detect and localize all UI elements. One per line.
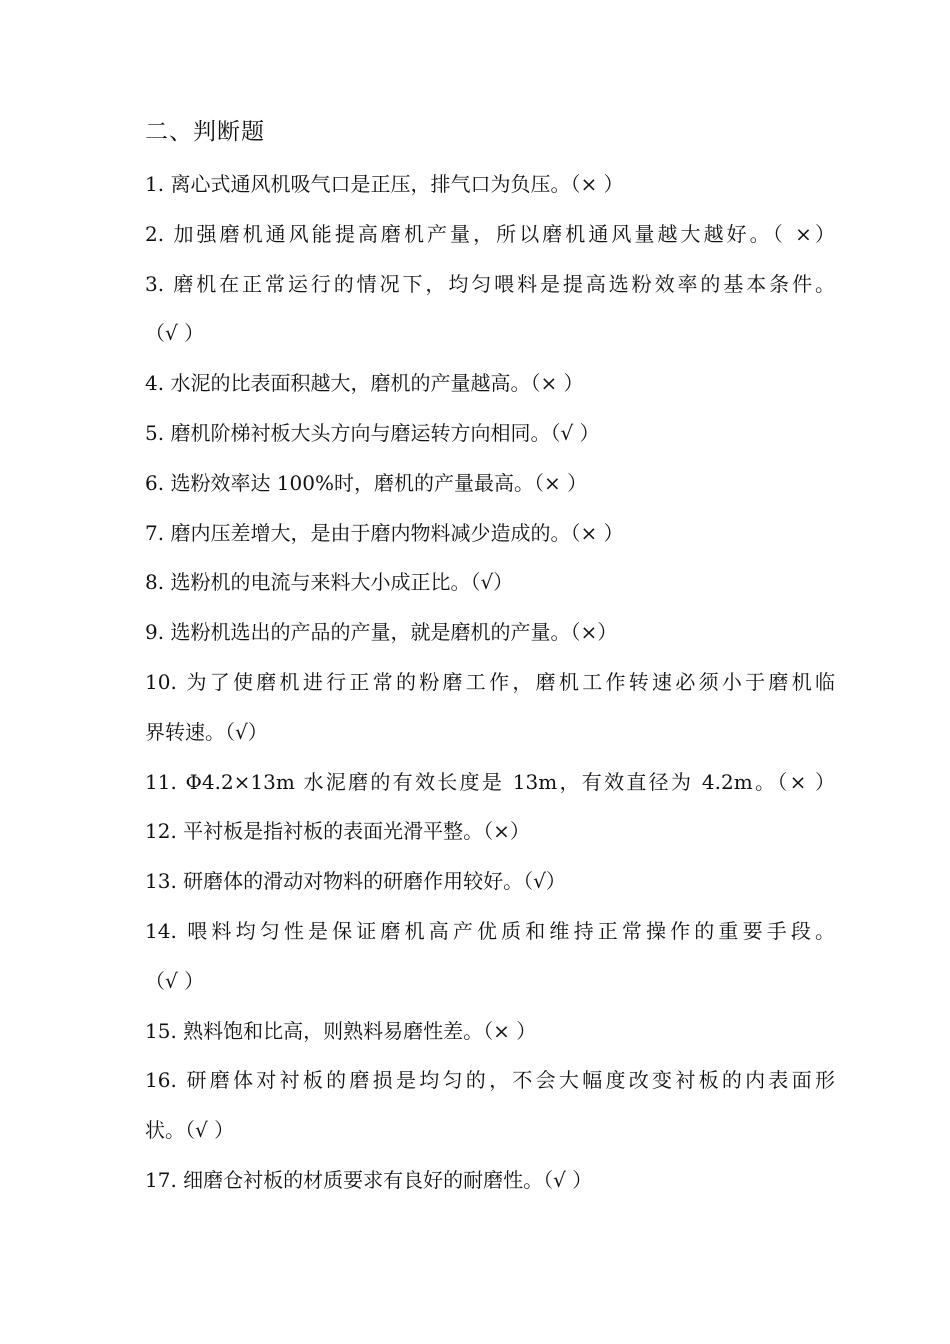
text-line-15: 13. 研磨体的滑动对物料的研磨作用较好。（√） — [145, 869, 566, 894]
text-line-20: 状。（√ ） — [145, 1118, 235, 1143]
text-line-10: 9. 选粉机选出的产品的产量，就是磨机的产量。（×） — [145, 620, 618, 645]
text-line-8: 7. 磨内压差增大，是由于磨内物料减少造成的。（× ） — [145, 520, 624, 545]
text-line-21: 17. 细磨仓衬板的材质要求有良好的耐磨性。（√ ） — [145, 1167, 593, 1192]
text-line-3: 3. 磨机在正常运行的情况下，均匀喂料是提高选粉效率的基本条件。 — [145, 271, 835, 296]
text-line-17: （√ ） — [145, 968, 205, 993]
text-line-11: 10. 为了使磨机进行正常的粉磨工作，磨机工作转速必须小于磨机临 — [145, 669, 835, 694]
text-line-12: 界转速。（√） — [145, 719, 268, 744]
question-list — [145, 112, 835, 1206]
text-line-16: 14. 喂料均匀性是保证磨机高产优质和维持正常操作的重要手段。 — [145, 918, 835, 943]
text-line-6: 5. 磨机阶梯衬板大头方向与磨运转方向相同。（√ ） — [145, 420, 600, 445]
text-line-14: 12. 平衬板是指衬板的表面光滑平整。（×） — [145, 819, 530, 844]
text-line-18: 15. 熟料饱和比高，则熟料易磨性差。（× ） — [145, 1018, 537, 1043]
text-line-19: 16. 研磨体对衬板的磨损是均匀的，不会大幅度改变衬板的内表面形 — [145, 1068, 835, 1093]
text-line-2: 2. 加强磨机通风能提高磨机产量，所以磨机通风量越大越好。（ ×） — [145, 221, 835, 246]
text-line-1: 1. 离心式通风机吸气口是正压，排气口为负压。（× ） — [145, 172, 624, 196]
text-line-7: 6. 选粉效率达 100%时，磨机的产量最高。（× ） — [145, 470, 588, 495]
text-line-4: （√ ） — [145, 321, 205, 346]
text-line-13: 11. Φ4.2×13m 水泥磨的有效长度是 13m，有效直径为 4.2m。（× ） — [145, 769, 835, 794]
section-title: 二、判断题 — [145, 119, 265, 145]
text-line-5: 4. 水泥的比表面积越大，磨机的产量越高。（× ） — [145, 371, 584, 396]
text-line-9: 8. 选粉机的电流与来料大小成正比。（√） — [145, 570, 514, 595]
